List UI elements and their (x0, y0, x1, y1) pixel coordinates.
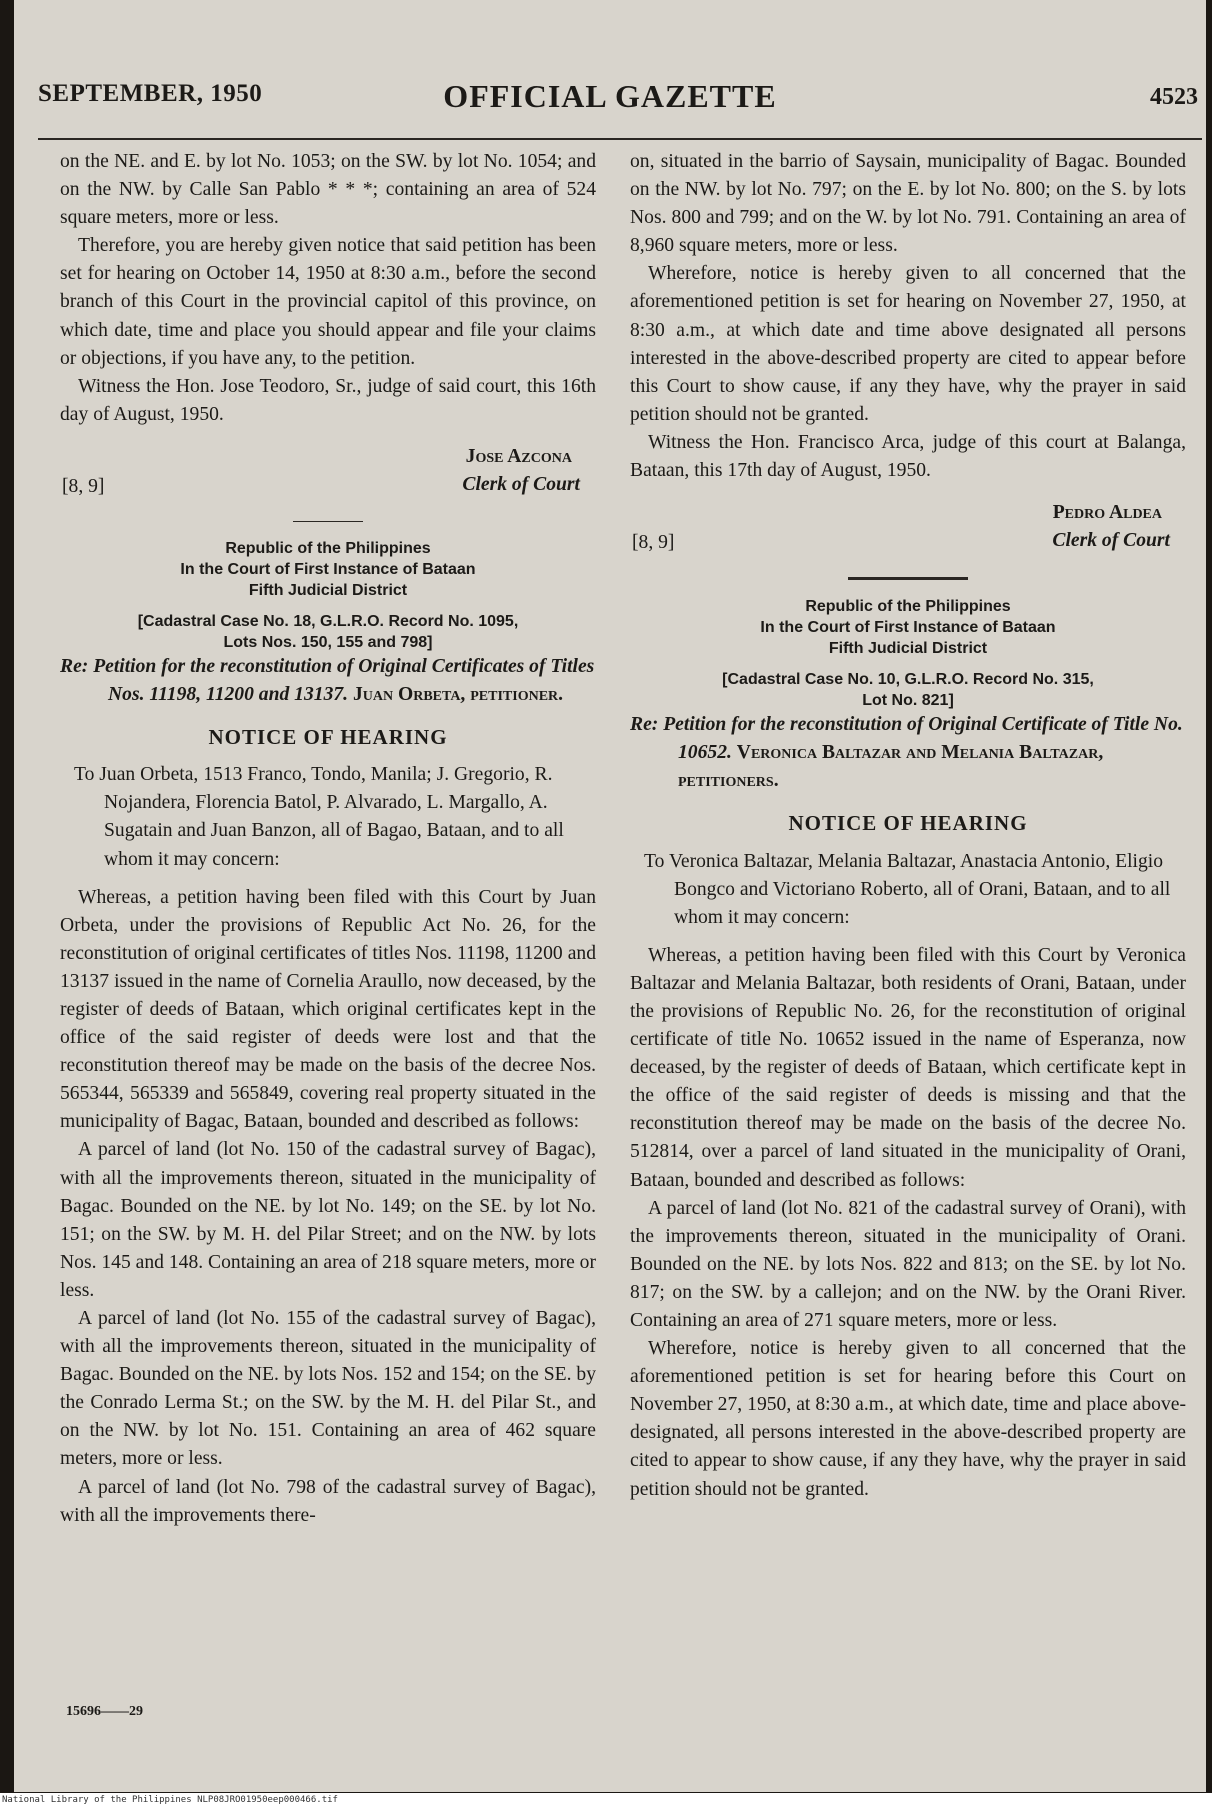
signer-title: Clerk of Court (1052, 530, 1170, 552)
petition-title: Re: Petition for the reconstitution of Original Certificate of Title No. 10652. (630, 714, 1183, 764)
section-divider (293, 521, 363, 522)
notice-heading: NOTICE OF HEARING (788, 811, 1028, 836)
page-number: 4523 (1150, 84, 1198, 110)
parcel-paragraph: A parcel of land (lot No. 798 of the cadastral survey of Bagac), with all the improvements there- (60, 1476, 596, 1526)
petition-subject (60, 653, 596, 709)
court-line: In the Court of First Instance of Bataan (180, 560, 476, 578)
court-line: Fifth Judicial District (248, 581, 408, 599)
whereas-paragraph: Whereas, a petition having been filed with this Court by Juan Orbeta, under the provisions of Republic Act No. 26, for the reconstitution of original certificates of titles Nos. 11198, 11200 and 13137 issued in the name of Cornelia Araullo, now deceased, by the register of deeds of Bataan, which original certificates kept in the office of the said register of deeds were lost and that the reconstitution thereof may be made on the basis of the decree Nos. 565344, 565339 and 565849, covering real property situated in the municipality of Bagac, Bataan, bounded and described as follows: (60, 886, 596, 1133)
addressees: To Juan Orbeta, 1513 Franco, Tondo, Manila; J. Gregorio, R. Nojandera, Florencia Batol, P. Alvarado, L. Margallo, A. Sugatain and Juan Banzon, all of Bagao, Bataan, and to all whom it may concern: (74, 764, 564, 870)
right-column (630, 148, 1186, 1504)
court-line: Republic of the Philippines (225, 539, 431, 557)
therefore-paragraph: Therefore, you are hereby given notice that said petition has been set for hearing on October 14, 1950 at 8:30 a.m., before the second branch of this Court in the provincial capitol of this province, on which date, time and place you should appear and file your claims or objections, if you have any, to the petition. (60, 235, 596, 369)
case-line: Lots Nos. 150, 155 and 798] (223, 633, 433, 651)
court-line: Republic of the Philippines (805, 598, 1011, 616)
court-heading (60, 538, 596, 601)
header-date: SEPTEMBER, 1950 (38, 80, 263, 107)
signature-block (60, 443, 596, 503)
petitioner-name: Veronica Baltazar and Melania Baltazar, petitioners. (678, 742, 1104, 792)
parcel-paragraph: A parcel of land (lot No. 821 of the cadastral survey of Orani), with the improvements thereon, situated in the municipality of Orani. Bounded on the NE. by lots Nos. 822 and 813; on the SE. by lot No. 817; on the SW. by a callejon; and on the NW. by the Orani River. Containing an area of 271 square meters, more or less. (630, 1197, 1186, 1331)
case-reference (630, 669, 1186, 711)
left-column (60, 148, 596, 1530)
signature-block (630, 499, 1186, 559)
case-line: [Cadastral Case No. 10, G.L.R.O. Record No. 315, (722, 671, 1094, 689)
case-reference (60, 611, 596, 653)
parcel-paragraph: A parcel of land (lot No. 150 of the cadastral survey of Bagac), with all the improvements thereon, situated in the municipality of Bagac. Bounded on the NE. by lot No. 149; on the SE. by lot No. 151; on the SW. by M. H. del Pilar Street; and on the NW. by lots Nos. 145 and 148. Containing an area of 218 square meters, more or less. (60, 1139, 596, 1301)
court-line: Fifth Judicial District (828, 640, 988, 658)
header-title: OFFICIAL GAZETTE (443, 78, 777, 114)
parcel-paragraph: A parcel of land (lot No. 155 of the cadastral survey of Bagac), with all the improvements thereon, situated in the municipality of Bagac. Bounded on the NE. by lots Nos. 152 and 154; on the SE. by the Conrado Lerma St.; on the SW. by the M. H. del Pilar St., and on the NW. by lot No. 151. Containing an area of 462 square meters, more or less. (60, 1308, 596, 1470)
court-line: In the Court of First Instance of Bataan (760, 619, 1056, 637)
issue-reference: [8, 9] (62, 475, 105, 497)
signer-title: Clerk of Court (462, 473, 580, 495)
signer-name: Jose Azcona (465, 445, 572, 467)
case-line: Lot No. 821] (862, 692, 954, 710)
page-header (14, 78, 1206, 118)
notice-heading: NOTICE OF HEARING (208, 725, 448, 750)
continued-paragraph: on, situated in the barrio of Saysain, municipality of Bagac. Bounded on the NW. by lot No. 797; on the E. by lot No. 800; on the S. by lots Nos. 800 and 799; and on the W. by lot No. 791. Containing an area of 8,960 square meters, more or less. (630, 151, 1186, 257)
petitioner-name: Juan Orbeta, petitioner. (352, 684, 564, 706)
wherefore-paragraph: Wherefore, notice is hereby given to all concerned that the aforementioned petition is set for hearing on November 27, 1950, at 8:30 a.m., at which date and time above designated all persons interested in the above-described property are cited to appear before this Court to show cause, if any they have, why the prayer in said petition should not be granted. (630, 263, 1186, 425)
issue-reference: [8, 9] (632, 532, 675, 554)
print-code: 15696——29 (66, 1704, 143, 1719)
addressees: To Veronica Baltazar, Melania Baltazar, Anastacia Antonio, Eligio Bongco and Victoriano Roberto, all of Orani, Bataan, and to all whom it may concern: (644, 850, 1171, 928)
petition-subject (630, 711, 1186, 795)
wherefore-paragraph: Wherefore, notice is hereby given to all concerned that the aforementioned petition is set for hearing before this Court on November 27, 1950, at 8:30 a.m., at which date, time and place above-designated, all persons interested in the above-described property are cited to appear to show cause, if any they have, why the prayer in said petition should not be granted. (630, 1338, 1186, 1500)
section-divider (848, 577, 968, 580)
continued-paragraph: on the NE. and E. by lot No. 1053; on the SW. by lot No. 1054; and on the NW. by Calle San Pablo * * *; containing an area of 524 square meters, more or less. (60, 151, 596, 229)
gazette-page (14, 0, 1206, 1792)
header-rule (38, 138, 1202, 140)
witness-paragraph: Witness the Hon. Jose Teodoro, Sr., judge of said court, this 16th day of August, 1950. (60, 375, 596, 425)
scan-label: National Library of the Philippines NLP08JRO01950eep000466.tif (0, 1793, 1212, 1808)
witness-paragraph: Witness the Hon. Francisco Arca, judge of this court at Balanga, Bataan, this 17th day of August, 1950. (630, 431, 1186, 482)
court-heading (630, 596, 1186, 659)
petition-title: Re: Petition for the reconstitution of Original Certificates of Titles Nos. 11198, 11200 and 13137. (60, 655, 595, 706)
signer-name: Pedro Aldea (1052, 502, 1162, 524)
case-line: [Cadastral Case No. 18, G.L.R.O. Record No. 1095, (137, 612, 519, 630)
whereas-paragraph: Whereas, a petition having been filed with this Court by Veronica Baltazar and Melania Baltazar, both residents of Orani, Bataan, under the provisions of Republic No. 26, for the reconstitution of original certificate of title No. 10652 issued in the name of Esperanza, now deceased, by the register of deeds of Bataan, which certificate kept in the office of the said register of deeds is missing and that the reconstitution thereof may be made on the basis of the decree No. 512814, over a parcel of land situated in the municipality of Orani, Bataan, bounded and described as follows: (630, 944, 1186, 1191)
